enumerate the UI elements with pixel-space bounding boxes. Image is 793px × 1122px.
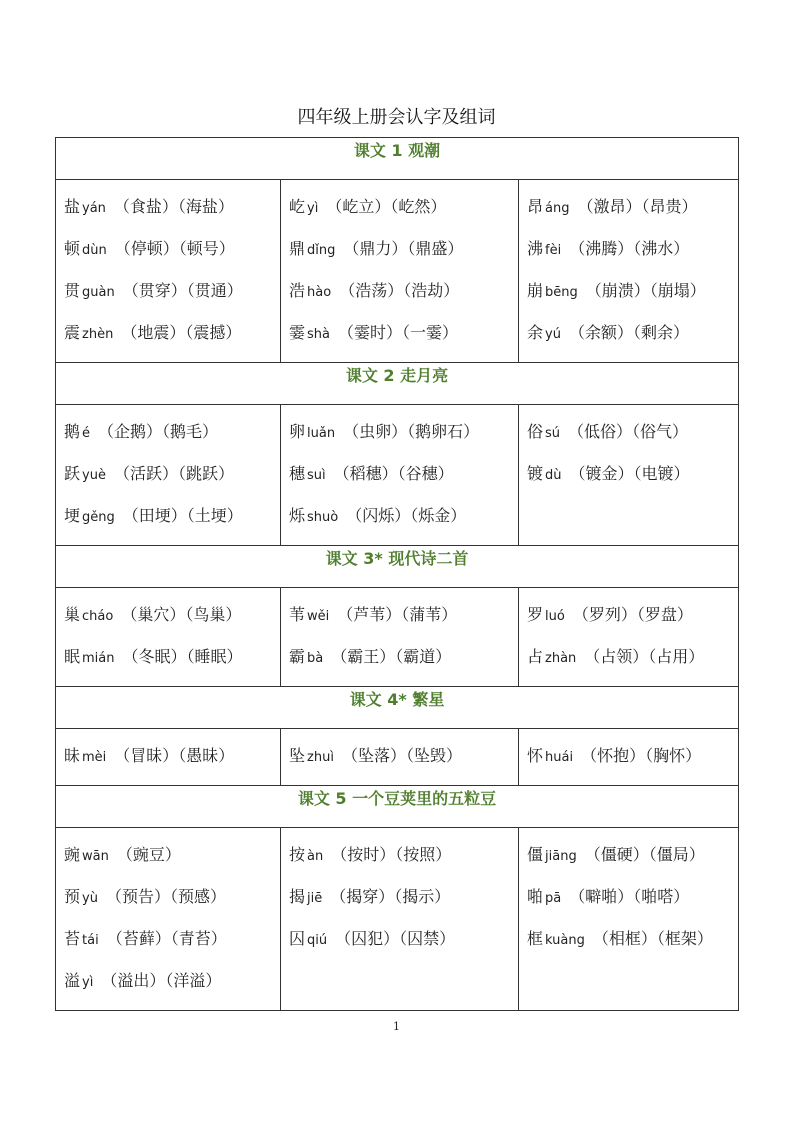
vocab-words: （囚犯）（囚禁） — [335, 929, 456, 948]
word-column — [519, 180, 739, 363]
vocab-pinyin: gěng — [82, 510, 115, 525]
word-column — [281, 828, 519, 1011]
vocab-pinyin: yú — [545, 327, 561, 342]
vocab-words: （贯穿）（贯通） — [122, 281, 243, 300]
vocab-entry — [64, 312, 280, 354]
vocab-words: （豌豆） — [116, 845, 181, 864]
vocab-words: （鼎力）（鼎盛） — [343, 239, 464, 258]
vocab-entry — [527, 735, 738, 777]
word-column — [519, 588, 739, 687]
vocab-character: 崩 — [527, 281, 544, 300]
vocab-words: （怀抱）（胸怀） — [581, 746, 702, 765]
vocab-pinyin: hào — [307, 285, 332, 300]
vocab-words: （地震）（震撼） — [121, 323, 242, 342]
vocab-pinyin: yì — [307, 201, 319, 216]
vocab-character: 昂 — [527, 197, 544, 216]
vocab-entry — [527, 918, 738, 960]
vocab-entry — [527, 312, 738, 354]
vocab-entry — [527, 636, 738, 678]
vocab-character: 揭 — [289, 887, 306, 906]
vocab-character: 按 — [289, 845, 306, 864]
vocab-entry — [64, 876, 280, 918]
vocab-words: （屹立）（屹然） — [326, 197, 447, 216]
word-column — [281, 729, 519, 786]
lesson-words-row — [56, 828, 739, 1011]
vocab-pinyin: fèi — [545, 243, 562, 258]
vocab-pinyin: bēng — [545, 285, 578, 300]
word-column — [56, 405, 281, 546]
vocab-character: 啪 — [527, 887, 544, 906]
vocab-character: 怀 — [527, 746, 544, 765]
vocab-words: （揭穿）（揭示） — [330, 887, 451, 906]
vocab-character: 溢 — [64, 971, 81, 990]
vocab-words: （冒昧）（愚昧） — [114, 746, 235, 765]
vocab-words: （坠落）（坠毁） — [341, 746, 462, 765]
vocab-entry — [527, 228, 738, 270]
vocab-pinyin: qiú — [307, 933, 328, 948]
vocab-words: （余额）（剩余） — [568, 323, 689, 342]
vocab-entry — [64, 411, 280, 453]
vocab-pinyin: zhàn — [545, 651, 577, 666]
vocab-pinyin: suì — [307, 468, 326, 483]
vocab-entry — [64, 594, 280, 636]
vocab-words: （苔藓）（青苔） — [106, 929, 227, 948]
lesson-header-row — [56, 786, 739, 828]
page-title: 四年级上册会认字及组词 — [297, 107, 496, 128]
vocab-character: 顿 — [64, 239, 81, 258]
lesson-header-row — [56, 138, 739, 180]
word-column — [56, 588, 281, 687]
vocab-entry — [64, 735, 280, 777]
vocab-words: （闪烁）（烁金） — [346, 506, 467, 525]
vocab-entry — [527, 876, 738, 918]
vocab-character: 预 — [64, 887, 81, 906]
vocab-character: 屹 — [289, 197, 306, 216]
word-column — [56, 729, 281, 786]
vocab-entry — [289, 186, 518, 228]
vocab-character: 穗 — [289, 464, 306, 483]
vocab-pinyin: kuàng — [545, 933, 585, 948]
word-column — [56, 180, 281, 363]
lesson-words-row — [56, 405, 739, 546]
vocab-pinyin: huái — [545, 750, 574, 765]
vocab-character: 占 — [527, 647, 544, 666]
vocab-pinyin: guàn — [82, 285, 115, 300]
vocab-pinyin: yù — [82, 891, 98, 906]
vocab-character: 苔 — [64, 929, 81, 948]
word-column — [281, 180, 519, 363]
vocab-entry — [289, 312, 518, 354]
vocab-entry — [64, 960, 280, 1002]
vocab-entry — [527, 834, 738, 876]
vocab-words: （占领）（占用） — [584, 647, 705, 666]
vocab-character: 埂 — [64, 506, 81, 525]
vocab-pinyin: àn — [307, 849, 324, 864]
vocab-entry — [527, 594, 738, 636]
vocab-pinyin: jiē — [307, 891, 323, 906]
word-column — [56, 828, 281, 1011]
lesson-heading: 课文 1 观潮 — [56, 138, 739, 180]
vocab-words: （预告）（预感） — [105, 887, 226, 906]
vocab-pinyin: shuò — [307, 510, 339, 525]
word-column — [519, 405, 739, 546]
vocab-words: （霎时）（一霎） — [338, 323, 459, 342]
vocab-character: 盐 — [64, 197, 81, 216]
vocab-entry — [527, 186, 738, 228]
lesson-words-row — [56, 588, 739, 687]
lesson-heading: 课文 5 一个豆荚里的五粒豆 — [56, 786, 739, 828]
vocab-character: 俗 — [527, 422, 544, 441]
vocab-entry — [289, 594, 518, 636]
vocab-entry — [64, 453, 280, 495]
vocab-entry — [64, 918, 280, 960]
vocab-pinyin: yì — [82, 975, 94, 990]
vocab-pinyin: mèi — [82, 750, 107, 765]
vocab-entry — [64, 636, 280, 678]
vocab-character: 僵 — [527, 845, 544, 864]
word-column — [519, 729, 739, 786]
vocab-words: （按时）（按照） — [331, 845, 452, 864]
lesson-heading: 课文 3* 现代诗二首 — [56, 546, 739, 588]
vocab-words: （田埂）（土埂） — [122, 506, 243, 525]
vocab-pinyin: tái — [82, 933, 99, 948]
vocab-pinyin: mián — [82, 651, 115, 666]
vocab-entry — [289, 495, 518, 537]
vocab-character: 框 — [527, 929, 544, 948]
vocab-words: （活跃）（跳跃） — [113, 464, 234, 483]
lesson-heading: 课文 2 走月亮 — [56, 363, 739, 405]
vocab-entry — [289, 735, 518, 777]
page-number: 1 — [393, 1020, 400, 1033]
vocab-words: （沸腾）（沸水） — [569, 239, 690, 258]
vocab-words: （企鹅）（鹅毛） — [98, 422, 219, 441]
vocab-pinyin: yuè — [82, 468, 106, 483]
vocab-character: 鼎 — [289, 239, 306, 258]
lesson-header-row — [56, 687, 739, 729]
lesson-header-row — [56, 363, 739, 405]
vocab-entry — [527, 411, 738, 453]
vocab-entry — [64, 495, 280, 537]
vocab-words: （溢出）（洋溢） — [101, 971, 222, 990]
vocab-words: （相框）（框架） — [592, 929, 713, 948]
vocab-words: （虫卵）（鹅卵石） — [343, 422, 480, 441]
vocab-character: 浩 — [289, 281, 306, 300]
vocab-pinyin: cháo — [82, 609, 114, 624]
vocab-character: 镀 — [527, 464, 544, 483]
vocab-entry — [289, 876, 518, 918]
vocab-words: （食盐）（海盐） — [113, 197, 234, 216]
vocabulary-table — [55, 137, 739, 1011]
vocab-character: 卵 — [289, 422, 306, 441]
vocab-character: 坠 — [289, 746, 306, 765]
vocab-words: （停顿）（顿号） — [114, 239, 235, 258]
vocab-words: （巢穴）（鸟巢） — [121, 605, 242, 624]
vocab-words: （芦苇）（蒲苇） — [337, 605, 458, 624]
vocab-pinyin: luó — [545, 609, 565, 624]
vocab-entry — [289, 270, 518, 312]
vocab-words: （霸王）（霸道） — [331, 647, 452, 666]
vocab-words: （崩溃）（崩塌） — [585, 281, 706, 300]
vocab-words: （罗列）（罗盘） — [572, 605, 693, 624]
vocab-entry — [527, 453, 738, 495]
vocab-pinyin: zhuì — [307, 750, 334, 765]
vocab-entry — [289, 411, 518, 453]
vocab-entry — [289, 918, 518, 960]
vocab-pinyin: é — [82, 426, 91, 441]
vocab-entry — [64, 228, 280, 270]
vocab-entry — [289, 636, 518, 678]
lesson-heading: 课文 4* 繁星 — [56, 687, 739, 729]
vocab-pinyin: dǐng — [307, 243, 336, 258]
vocab-character: 霎 — [289, 323, 306, 342]
vocab-pinyin: bà — [307, 651, 324, 666]
vocab-entry — [289, 228, 518, 270]
lesson-words-row — [56, 729, 739, 786]
vocab-character: 鹅 — [64, 422, 81, 441]
vocab-character: 霸 — [289, 647, 306, 666]
vocab-words: （低俗）（俗气） — [568, 422, 689, 441]
vocab-entry — [64, 834, 280, 876]
vocab-words: （镀金）（电镀） — [569, 464, 690, 483]
vocab-character: 震 — [64, 323, 81, 342]
vocab-words: （稻穗）（谷穗） — [333, 464, 454, 483]
vocab-character: 余 — [527, 323, 544, 342]
vocab-character: 烁 — [289, 506, 306, 525]
lesson-words-row — [56, 180, 739, 363]
vocab-pinyin: áng — [545, 201, 570, 216]
vocab-words: （僵硬）（僵局） — [584, 845, 705, 864]
vocab-character: 昧 — [64, 746, 81, 765]
vocab-entry — [527, 270, 738, 312]
vocab-pinyin: pā — [545, 891, 562, 906]
vocab-pinyin: wěi — [307, 609, 330, 624]
vocab-words: （噼啪）（啪嗒） — [569, 887, 690, 906]
vocab-character: 巢 — [64, 605, 81, 624]
vocab-pinyin: shà — [307, 327, 330, 342]
vocab-words: （激昂）（昂贵） — [577, 197, 698, 216]
vocab-words: （冬眠）（睡眠） — [122, 647, 243, 666]
vocab-pinyin: luǎn — [307, 426, 336, 441]
vocab-words: （浩荡）（浩劫） — [339, 281, 460, 300]
vocab-character: 苇 — [289, 605, 306, 624]
vocab-pinyin: dùn — [82, 243, 107, 258]
word-column — [281, 588, 519, 687]
vocab-entry — [64, 186, 280, 228]
word-column — [281, 405, 519, 546]
vocab-pinyin: wān — [82, 849, 109, 864]
lesson-header-row — [56, 546, 739, 588]
vocab-pinyin: dù — [545, 468, 562, 483]
vocab-character: 罗 — [527, 605, 544, 624]
vocab-pinyin: yán — [82, 201, 106, 216]
vocab-pinyin: sú — [545, 426, 561, 441]
vocab-character: 囚 — [289, 929, 306, 948]
vocab-character: 贯 — [64, 281, 81, 300]
vocab-pinyin: jiāng — [545, 849, 577, 864]
vocab-character: 沸 — [527, 239, 544, 258]
vocab-pinyin: zhèn — [82, 327, 114, 342]
vocab-character: 眠 — [64, 647, 81, 666]
vocab-character: 豌 — [64, 845, 81, 864]
vocab-entry — [64, 270, 280, 312]
vocab-entry — [289, 453, 518, 495]
vocab-entry — [289, 834, 518, 876]
vocab-character: 跃 — [64, 464, 81, 483]
word-column — [519, 828, 739, 1011]
